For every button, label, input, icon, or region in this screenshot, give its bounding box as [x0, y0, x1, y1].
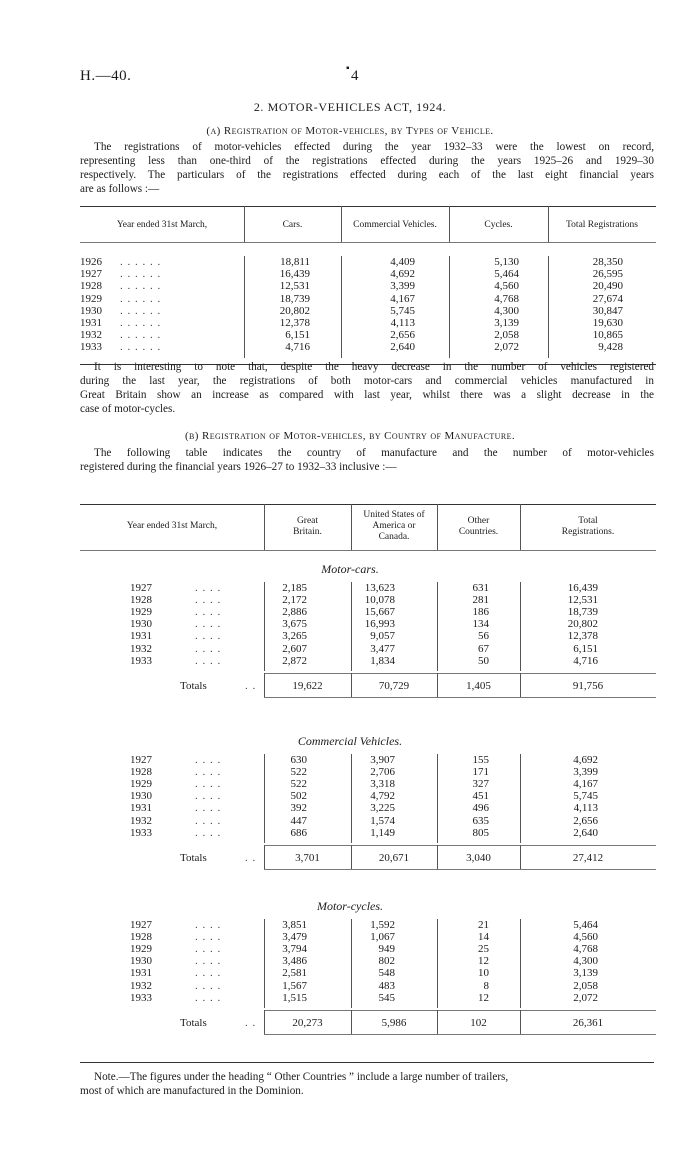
- value-cell: 3,907: [370, 754, 395, 766]
- value-cell: 4,409: [390, 256, 415, 268]
- leader-dots: . . . . . .: [120, 317, 162, 329]
- leader-dots: . . . . . .: [120, 268, 162, 281]
- column-header: America or: [372, 521, 416, 531]
- value-cell: 522: [290, 778, 307, 791]
- total-cell: 3,040: [466, 851, 491, 864]
- value-cell: 548: [378, 967, 395, 980]
- text-line: registered during the financial years 1926–27 to 1932–33 inclusive :—: [80, 461, 397, 473]
- year-cell: 1932: [130, 642, 152, 655]
- leader-dots: . . . .: [195, 778, 222, 791]
- value-cell: 327: [472, 778, 489, 791]
- value-cell: 5,130: [494, 256, 519, 268]
- year-cell: 1928: [130, 766, 152, 779]
- column-header: Total: [578, 516, 598, 526]
- leader-dots: . . . .: [195, 802, 222, 815]
- value-cell: 4,716: [285, 341, 310, 354]
- value-cell: 2,872: [282, 654, 307, 667]
- value-cell: 496: [472, 802, 489, 815]
- value-cell: 281: [472, 594, 489, 607]
- totals-bottom-rule: [264, 869, 656, 870]
- value-cell: 186: [472, 606, 489, 619]
- year-cell: 1929: [130, 606, 152, 619]
- leader-dots: . . . .: [195, 630, 222, 643]
- leader-dots: . . . .: [195, 826, 222, 839]
- value-cell: 4,300: [573, 955, 598, 968]
- text-line: Great Britain show an increase as compared with last year, whilst there was a slight decrease in the: [80, 389, 654, 401]
- group-heading: Motor-cars.: [321, 562, 379, 576]
- column-divider: [341, 206, 342, 242]
- value-cell: 5,745: [573, 790, 598, 803]
- leader-dots: . . . .: [195, 955, 222, 968]
- value-cell: 3,225: [370, 802, 395, 815]
- total-cell: 70,729: [378, 679, 410, 692]
- value-cell: 3,675: [282, 618, 307, 631]
- total-cell: 26,361: [572, 1016, 604, 1029]
- document-reference: H.—40.: [80, 68, 132, 84]
- year-cell: 1930: [130, 790, 152, 803]
- value-cell: 2,886: [282, 606, 307, 619]
- value-cell: 631: [472, 582, 489, 594]
- year-cell: 1931: [130, 802, 152, 815]
- value-cell: 50: [478, 654, 489, 667]
- value-cell: 3,794: [282, 943, 307, 956]
- column-divider: [351, 504, 352, 550]
- column-divider: [548, 206, 549, 242]
- value-cell: 483: [378, 979, 395, 992]
- year-cell: 1927: [80, 268, 102, 281]
- value-cell: 502: [290, 790, 307, 803]
- value-cell: 20,802: [279, 304, 310, 317]
- page-mark: ▪: [346, 63, 350, 74]
- value-cell: 4,167: [390, 292, 415, 305]
- group-heading: Commercial Vehicles.: [297, 734, 403, 748]
- section-a-commentary: [80, 360, 654, 416]
- value-cell: 16,993: [364, 618, 395, 631]
- totals-label: Totals: [180, 1016, 207, 1029]
- value-cell: 3,139: [494, 317, 519, 329]
- column-divider: [244, 206, 245, 242]
- value-cell: 10,865: [592, 329, 623, 342]
- value-cell: 10,078: [364, 594, 395, 607]
- leader-dots: . . . .: [195, 654, 222, 667]
- value-cell: 4,560: [494, 280, 519, 293]
- value-cell: 28,350: [592, 256, 623, 268]
- column-header: Commercial Vehicles.: [353, 220, 437, 230]
- value-cell: 12,531: [279, 280, 310, 293]
- value-cell: 2,058: [573, 979, 598, 992]
- leader-dots: . . . .: [195, 606, 222, 619]
- column-divider: [520, 919, 521, 1008]
- totals-label: Totals: [180, 679, 207, 692]
- year-cell: 1931: [130, 630, 152, 643]
- column-header: Total Registrations: [566, 220, 638, 230]
- value-cell: 2,072: [573, 991, 598, 1004]
- value-cell: 134: [472, 618, 489, 631]
- value-cell: 2,607: [282, 642, 307, 655]
- column-header: Countries.: [458, 527, 499, 537]
- value-cell: 1,574: [370, 814, 395, 827]
- total-cell: 20,671: [378, 851, 410, 864]
- column-header: Great: [296, 516, 319, 526]
- footnote: [80, 1070, 654, 1098]
- value-cell: 3,265: [282, 630, 307, 643]
- page-number: 4: [351, 68, 359, 84]
- text-line: case of motor-cycles.: [80, 403, 176, 415]
- value-cell: 802: [378, 955, 395, 968]
- value-cell: 4,167: [573, 778, 598, 791]
- totals-rule: [264, 673, 656, 674]
- value-cell: 12,531: [567, 594, 598, 607]
- value-cell: 949: [378, 943, 395, 956]
- value-cell: 447: [290, 814, 307, 827]
- leader-dots: . .: [245, 1016, 257, 1029]
- column-divider: [341, 256, 342, 358]
- value-cell: 12,378: [567, 630, 598, 643]
- leader-dots: . . . .: [195, 582, 222, 594]
- value-cell: 630: [290, 754, 307, 766]
- value-cell: 20,802: [567, 618, 598, 631]
- year-cell: 1929: [80, 292, 102, 305]
- column-header: Year ended 31st March,: [126, 521, 218, 531]
- column-divider: [520, 582, 521, 671]
- year-cell: 1933: [130, 654, 152, 667]
- value-cell: 4,768: [573, 943, 598, 956]
- year-cell: 1932: [130, 979, 152, 992]
- year-cell: 1931: [130, 967, 152, 980]
- value-cell: 12,378: [279, 317, 310, 329]
- column-header: Cars.: [282, 220, 303, 230]
- value-cell: 3,477: [370, 642, 395, 655]
- leader-dots: . . . .: [195, 618, 222, 631]
- value-cell: 2,172: [282, 594, 307, 607]
- text-line: It is interesting to note that, despite the heavy decrease in the number of vehicles registered: [94, 361, 654, 373]
- value-cell: 3,318: [370, 778, 395, 791]
- year-cell: 1930: [80, 304, 102, 317]
- column-header: Other: [467, 516, 490, 526]
- value-cell: 8: [483, 979, 489, 992]
- year-cell: 1927: [130, 582, 152, 594]
- value-cell: 20,490: [592, 280, 623, 293]
- value-cell: 3,486: [282, 955, 307, 968]
- column-divider: [520, 754, 521, 843]
- year-cell: 1933: [130, 991, 152, 1004]
- value-cell: 9,428: [598, 341, 623, 354]
- column-header: Cycles.: [484, 220, 513, 230]
- leader-dots: . . . .: [195, 814, 222, 827]
- year-cell: 1930: [130, 955, 152, 968]
- year-cell: 1932: [130, 814, 152, 827]
- year-cell: 1932: [80, 329, 102, 342]
- total-cell: 19,622: [292, 679, 323, 692]
- value-cell: 1,834: [370, 654, 395, 667]
- total-cell: 5,986: [381, 1016, 407, 1029]
- text-line: during the last year, the registrations of both motor-cars and commercial vehicles manufactured in: [80, 375, 654, 387]
- value-cell: 18,739: [567, 606, 598, 619]
- total-cell: 27,412: [572, 851, 604, 864]
- totals-bottom-rule: [264, 697, 656, 698]
- leader-dots: . . . . . .: [120, 304, 162, 317]
- value-cell: 27,674: [592, 292, 623, 305]
- column-divider: [449, 206, 450, 242]
- year-cell: 1929: [130, 778, 152, 791]
- text-line: most of which are manufactured in the Dominion.: [80, 1085, 304, 1097]
- value-cell: 1,515: [282, 991, 307, 1004]
- table-header-rule: [80, 550, 656, 551]
- value-cell: 14: [478, 931, 489, 944]
- text-line: Note.—The figures under the heading “ Other Countries ” include a large number of trailers,: [94, 1071, 509, 1083]
- value-cell: 4,300: [494, 304, 519, 317]
- year-cell: 1928: [130, 931, 152, 944]
- value-cell: 5,464: [573, 919, 598, 931]
- value-cell: 25: [478, 943, 489, 956]
- year-cell: 1931: [80, 317, 102, 329]
- leader-dots: . . . .: [195, 919, 222, 931]
- value-cell: 1,592: [370, 919, 395, 931]
- value-cell: 155: [472, 754, 489, 766]
- text-line: are as follows :—: [80, 183, 160, 195]
- year-cell: 1933: [130, 826, 152, 839]
- value-cell: 12: [478, 991, 489, 1004]
- value-cell: 3,479: [282, 931, 307, 944]
- value-cell: 3,851: [282, 919, 307, 931]
- value-cell: 635: [472, 814, 489, 827]
- value-cell: 10: [478, 967, 489, 980]
- section-b-heading: (b) Registration of Motor-vehicles, by Country of Manufacture.: [184, 430, 516, 442]
- value-cell: 2,185: [282, 582, 307, 594]
- value-cell: 545: [378, 991, 395, 1004]
- totals-rule: [264, 1010, 656, 1011]
- year-cell: 1927: [130, 754, 152, 766]
- leader-dots: . . . . . .: [120, 256, 162, 268]
- leader-dots: . . . .: [195, 979, 222, 992]
- value-cell: 1,067: [370, 931, 395, 944]
- total-cell: 91,756: [572, 679, 604, 692]
- value-cell: 392: [290, 802, 307, 815]
- value-cell: 2,706: [370, 766, 395, 779]
- column-divider: [520, 504, 521, 550]
- value-cell: 18,739: [279, 292, 310, 305]
- total-cell: 3,701: [295, 851, 320, 864]
- leader-dots: . . . .: [195, 754, 222, 766]
- text-line: respectively. The particulars of the registrations effected during each of the last eight financial years: [80, 169, 654, 181]
- value-cell: 3,399: [390, 280, 415, 293]
- value-cell: 2,072: [494, 341, 519, 354]
- leader-dots: . . . .: [195, 594, 222, 607]
- value-cell: 18,811: [280, 256, 310, 268]
- value-cell: 2,581: [282, 967, 307, 980]
- total-cell: 20,273: [292, 1016, 323, 1029]
- value-cell: 4,792: [370, 790, 395, 803]
- year-cell: 1926: [80, 256, 102, 268]
- value-cell: 4,113: [390, 317, 415, 329]
- value-cell: 4,716: [573, 654, 598, 667]
- value-cell: 56: [478, 630, 489, 643]
- year-cell: 1930: [130, 618, 152, 631]
- section-b-intro: [80, 446, 654, 474]
- value-cell: 4,692: [573, 754, 598, 766]
- table-top-rule: [80, 206, 656, 207]
- value-cell: 9,057: [370, 630, 395, 643]
- text-line: The following table indicates the country of manufacture and the number of motor-vehicles: [94, 447, 654, 459]
- year-cell: 1928: [80, 280, 102, 293]
- year-cell: 1933: [80, 341, 102, 354]
- leader-dots: . . . .: [195, 766, 222, 779]
- group-heading: Motor-cycles.: [316, 899, 384, 913]
- leader-dots: . . . .: [195, 991, 222, 1004]
- column-divider: [548, 256, 549, 358]
- value-cell: 805: [472, 826, 489, 839]
- value-cell: 2,640: [573, 826, 598, 839]
- value-cell: 30,847: [592, 304, 623, 317]
- year-cell: 1929: [130, 943, 152, 956]
- leader-dots: . . . . . .: [120, 280, 162, 293]
- value-cell: 4,692: [390, 268, 415, 281]
- leader-dots: . . . .: [195, 642, 222, 655]
- column-header: Registrations.: [561, 527, 615, 537]
- text-line: representing less than one-third of the registrations effected during the years 1925–26 and 1929–30: [80, 155, 654, 167]
- leader-dots: . . . .: [195, 943, 222, 956]
- section-a-intro: [80, 140, 654, 196]
- table-header-rule: [80, 242, 656, 243]
- year-cell: 1927: [130, 919, 152, 931]
- leader-dots: . . . .: [195, 790, 222, 803]
- value-cell: 2,058: [494, 329, 519, 342]
- value-cell: 2,656: [390, 329, 415, 342]
- leader-dots: . . . . . .: [120, 329, 162, 342]
- value-cell: 21: [478, 919, 489, 931]
- value-cell: 522: [290, 766, 307, 779]
- totals-label: Totals: [180, 851, 207, 864]
- totals-bottom-rule: [264, 1034, 656, 1035]
- text-line: The registrations of motor-vehicles effected during the year 1932–33 were the lowest on record,: [94, 141, 654, 153]
- year-cell: 1928: [130, 594, 152, 607]
- column-divider: [264, 504, 265, 550]
- column-header: Year ended 31st March,: [116, 220, 208, 230]
- value-cell: 171: [472, 766, 489, 779]
- totals-rule: [264, 845, 656, 846]
- leader-dots: . .: [245, 679, 257, 692]
- note-rule: [80, 1062, 654, 1063]
- value-cell: 5,745: [390, 304, 415, 317]
- value-cell: 4,113: [573, 802, 598, 815]
- value-cell: 4,768: [494, 292, 519, 305]
- total-cell: 1,405: [466, 679, 491, 692]
- value-cell: 6,151: [285, 329, 310, 342]
- leader-dots: . . . .: [195, 931, 222, 944]
- leader-dots: . . . . . .: [120, 341, 162, 354]
- value-cell: 3,139: [573, 967, 598, 980]
- total-cell: 102: [470, 1016, 487, 1029]
- value-cell: 451: [472, 790, 489, 803]
- value-cell: 16,439: [567, 582, 598, 594]
- value-cell: 3,399: [573, 766, 598, 779]
- column-header: United States of: [363, 510, 425, 520]
- column-header: Britain.: [293, 527, 322, 537]
- value-cell: 19,630: [592, 317, 623, 329]
- value-cell: 12: [478, 955, 489, 968]
- leader-dots: . .: [245, 851, 257, 864]
- leader-dots: . . . .: [195, 967, 222, 980]
- value-cell: 15,667: [364, 606, 395, 619]
- page-title: 2. MOTOR-VEHICLES ACT, 1924.: [253, 100, 447, 114]
- value-cell: 2,656: [573, 814, 598, 827]
- column-divider: [437, 504, 438, 550]
- leader-dots: . . . . . .: [120, 292, 162, 305]
- value-cell: 6,151: [573, 642, 598, 655]
- table-top-rule: [80, 504, 656, 505]
- value-cell: 1,567: [282, 979, 307, 992]
- section-a-heading: (a) Registration of Motor-vehicles, by Types of Vehicle.: [206, 125, 494, 137]
- value-cell: 13,623: [364, 582, 395, 594]
- value-cell: 2,640: [390, 341, 415, 354]
- value-cell: 67: [478, 642, 489, 655]
- value-cell: 686: [290, 826, 307, 839]
- value-cell: 4,560: [573, 931, 598, 944]
- column-header: Canada.: [378, 532, 410, 542]
- value-cell: 16,439: [279, 268, 310, 281]
- value-cell: 5,464: [494, 268, 519, 281]
- value-cell: 1,149: [370, 826, 395, 839]
- value-cell: 26,595: [592, 268, 623, 281]
